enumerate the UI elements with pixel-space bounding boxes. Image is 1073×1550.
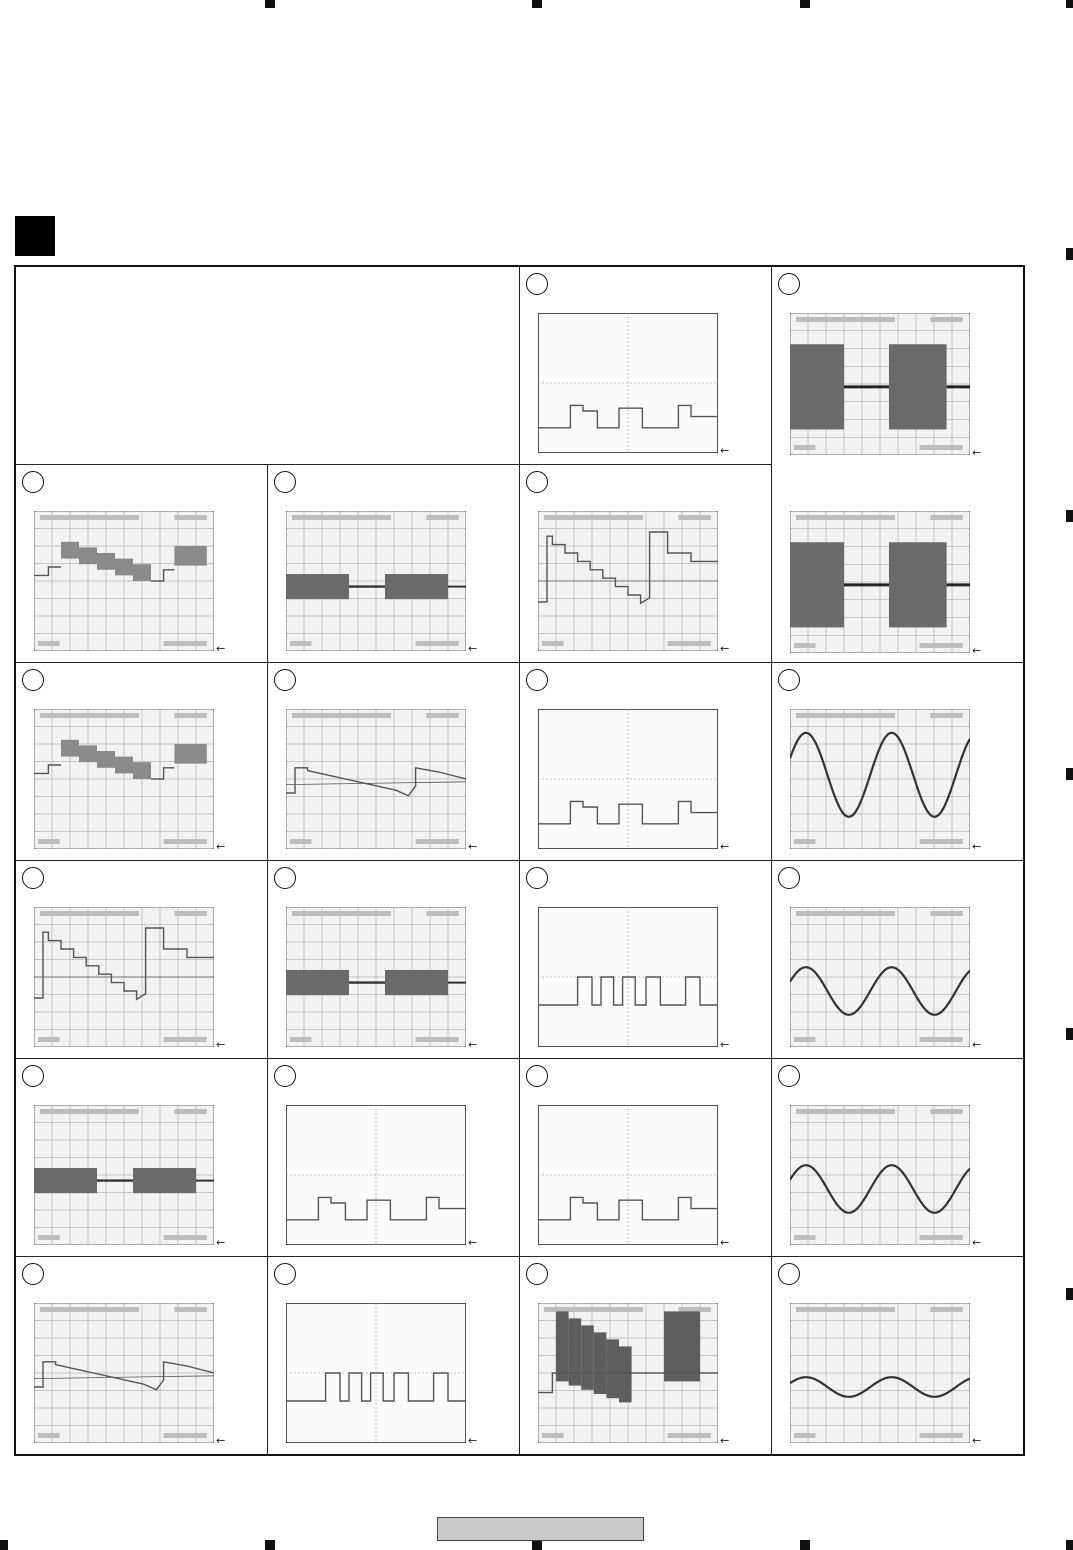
registration-mark: [1066, 1540, 1073, 1550]
oscilloscope-screen: [286, 511, 466, 651]
scope-footer-readout: [920, 445, 963, 450]
registration-mark: [1066, 0, 1073, 8]
ground-level-arrow-icon: ←: [972, 1038, 982, 1051]
waveform-panel: [520, 861, 772, 1059]
registration-mark: [1066, 768, 1073, 780]
scope-header-readout: [174, 1109, 206, 1114]
scope-header-readout: [40, 1109, 139, 1114]
panel-number-circle: [778, 273, 800, 295]
panel-number-circle: [526, 471, 548, 493]
scope-header-readout: [796, 1109, 895, 1114]
registration-mark: [1066, 1288, 1073, 1300]
scope-header-readout: [678, 515, 710, 520]
scope-footer-readout: [668, 1433, 711, 1438]
scope-header-readout: [40, 911, 139, 916]
waveform-panel: [16, 267, 520, 465]
scope-footer-readout: [794, 1037, 816, 1042]
waveform-band: [61, 542, 79, 559]
registration-mark: [265, 0, 275, 8]
scope-header-readout: [174, 911, 206, 916]
waveform-band: [569, 1318, 582, 1385]
oscilloscope-screen: [34, 907, 214, 1047]
waveform-band: [286, 970, 349, 995]
waveform-panel: [520, 1059, 772, 1257]
scope-header-readout: [930, 911, 962, 916]
waveform-panel: [16, 465, 268, 663]
scope-footer-readout: [794, 1235, 816, 1240]
panel-number-circle: [22, 867, 44, 889]
panel-number-circle: [778, 669, 800, 691]
registration-mark: [800, 1540, 810, 1550]
scope-header-readout: [930, 317, 962, 322]
oscilloscope-screen: [538, 313, 718, 453]
oscilloscope-screen: [538, 1303, 718, 1443]
scope-footer-readout: [164, 641, 207, 646]
oscilloscope-screen: [538, 511, 718, 651]
registration-mark: [0, 1540, 8, 1550]
waveform-band: [115, 757, 133, 774]
scope-footer-readout: [164, 1433, 207, 1438]
waveform-band: [606, 1339, 619, 1398]
scope-header-readout: [796, 515, 895, 520]
ground-level-arrow-icon: ←: [972, 1236, 982, 1249]
panel-number-circle: [778, 867, 800, 889]
scope-header-readout: [796, 713, 895, 718]
scope-header-readout: [544, 1307, 643, 1312]
waveform-panel: [268, 1257, 520, 1454]
waveform-band: [286, 574, 349, 599]
scope-header-readout: [292, 713, 391, 718]
ground-level-arrow-icon: ←: [216, 642, 226, 655]
ground-level-arrow-icon: ←: [216, 1038, 226, 1051]
waveform-band: [174, 744, 206, 764]
waveform-panel: [520, 465, 772, 663]
scope-footer-readout: [668, 641, 711, 646]
waveform-band: [115, 559, 133, 576]
waveform-panel: [16, 861, 268, 1059]
scope-header-readout: [678, 1307, 710, 1312]
ground-level-arrow-icon: ←: [720, 444, 730, 457]
panel-number-circle: [526, 1263, 548, 1285]
panel-number-circle: [22, 471, 44, 493]
scope-footer-readout: [794, 445, 816, 450]
panel-number-circle: [778, 1263, 800, 1285]
scope-header-readout: [930, 1307, 962, 1312]
scope-footer-readout: [164, 1235, 207, 1240]
scope-header-readout: [426, 515, 458, 520]
registration-mark: [532, 1540, 542, 1550]
waveform-band: [664, 1311, 700, 1381]
scope-header-readout: [40, 1307, 139, 1312]
registration-mark: [800, 0, 810, 8]
scope-footer-readout: [794, 839, 816, 844]
waveform-band: [889, 542, 947, 627]
ground-level-arrow-icon: ←: [468, 1236, 478, 1249]
oscilloscope-screen: [790, 313, 970, 455]
waveform-band: [174, 546, 206, 566]
oscilloscope-screen: [538, 907, 718, 1047]
scope-footer-readout: [38, 1433, 60, 1438]
scope-footer-readout: [164, 1037, 207, 1042]
scope-header-readout: [174, 1307, 206, 1312]
scope-footer-readout: [542, 1433, 564, 1438]
ground-level-arrow-icon: ←: [468, 1038, 478, 1051]
oscilloscope-screen: [34, 709, 214, 849]
oscilloscope-screen: [790, 1303, 970, 1443]
panel-number-circle: [778, 1065, 800, 1087]
waveform-band: [79, 547, 97, 564]
waveform-panel: [772, 1257, 1023, 1454]
registration-mark: [1066, 248, 1073, 260]
waveform-panel: [520, 1257, 772, 1454]
ground-level-arrow-icon: ←: [972, 644, 982, 657]
scope-footer-readout: [920, 1037, 963, 1042]
scope-header-readout: [174, 515, 206, 520]
scope-header-readout: [544, 515, 643, 520]
oscilloscope-screen: [790, 709, 970, 849]
scope-footer-readout: [290, 1037, 312, 1042]
ground-level-arrow-icon: ←: [972, 1434, 982, 1447]
ground-level-arrow-icon: ←: [972, 446, 982, 459]
scope-footer-readout: [416, 1037, 459, 1042]
panel-number-circle: [526, 1065, 548, 1087]
panel-number-circle: [274, 669, 296, 691]
waveform-panel: [268, 861, 520, 1059]
oscilloscope-screen: [538, 1105, 718, 1245]
ground-level-arrow-icon: ←: [216, 1434, 226, 1447]
ground-level-arrow-icon: ←: [720, 1236, 730, 1249]
scope-footer-readout: [416, 839, 459, 844]
scope-footer-readout: [794, 643, 816, 648]
ground-level-arrow-icon: ←: [720, 642, 730, 655]
scope-footer-readout: [920, 643, 963, 648]
scope-footer-readout: [920, 1433, 963, 1438]
scope-footer-readout: [38, 1235, 60, 1240]
ground-level-arrow-icon: ←: [468, 642, 478, 655]
ground-level-arrow-icon: ←: [216, 840, 226, 853]
oscilloscope-screen: [286, 1105, 466, 1245]
scope-header-readout: [40, 713, 139, 718]
ground-level-arrow-icon: ←: [468, 840, 478, 853]
panel-number-circle: [526, 273, 548, 295]
waveform-panel: [268, 465, 520, 663]
oscilloscope-screen: [286, 1303, 466, 1443]
panel-number-circle: [526, 867, 548, 889]
waveform-band: [594, 1332, 607, 1394]
waveform-panel: [772, 1059, 1023, 1257]
scope-footer-readout: [794, 1433, 816, 1438]
scope-header-readout: [930, 713, 962, 718]
ground-level-arrow-icon: ←: [720, 1038, 730, 1051]
oscilloscope-screen: [790, 511, 970, 653]
oscilloscope-screen: [286, 907, 466, 1047]
scope-header-readout: [796, 1307, 895, 1312]
registration-mark: [1066, 1028, 1073, 1040]
oscilloscope-screen: [34, 1105, 214, 1245]
waveform-band: [79, 745, 97, 762]
waveform-band: [556, 1311, 569, 1381]
ground-level-arrow-icon: ←: [972, 840, 982, 853]
oscilloscope-screen: [34, 511, 214, 651]
scope-footer-readout: [290, 641, 312, 646]
scope-footer-readout: [542, 641, 564, 646]
panel-number-circle: [22, 1263, 44, 1285]
waveform-band: [889, 344, 947, 429]
waveform-panel: [772, 663, 1023, 861]
waveform-panel: [520, 663, 772, 861]
oscilloscope-screen: [34, 1303, 214, 1443]
waveform-band: [61, 740, 79, 757]
panel-number-circle: [22, 1065, 44, 1087]
waveform-panel: [772, 267, 1023, 663]
scope-header-readout: [292, 515, 391, 520]
oscilloscope-screen: [538, 709, 718, 849]
waveform-panel: [772, 861, 1023, 1059]
waveform-band: [385, 574, 448, 599]
ground-level-arrow-icon: ←: [720, 840, 730, 853]
ground-level-arrow-icon: ←: [468, 1434, 478, 1447]
waveform-panel: [16, 1257, 268, 1454]
panel-number-circle: [274, 867, 296, 889]
scope-header-readout: [40, 515, 139, 520]
page-number-box: [437, 1517, 644, 1541]
section-marker: [15, 216, 55, 256]
scope-header-readout: [796, 317, 895, 322]
scope-header-readout: [796, 911, 895, 916]
scope-footer-readout: [164, 839, 207, 844]
scope-header-readout: [930, 1109, 962, 1114]
scope-header-readout: [426, 911, 458, 916]
registration-mark: [532, 0, 542, 8]
scope-footer-readout: [416, 641, 459, 646]
waveform-panel: [268, 663, 520, 861]
oscilloscope-screen: [286, 709, 466, 849]
scope-footer-readout: [38, 1037, 60, 1042]
ground-level-arrow-icon: ←: [720, 1434, 730, 1447]
waveform-band: [34, 1168, 97, 1193]
scope-header-readout: [426, 713, 458, 718]
panel-number-circle: [526, 669, 548, 691]
scope-footer-readout: [38, 641, 60, 646]
waveform-panel: [16, 1059, 268, 1257]
waveform-band: [790, 344, 844, 429]
panel-number-circle: [274, 471, 296, 493]
scope-footer-readout: [38, 839, 60, 844]
waveform-panel: [16, 663, 268, 861]
waveform-band: [385, 970, 448, 995]
waveform-band: [619, 1346, 632, 1402]
waveform-band: [133, 1168, 196, 1193]
waveform-band: [790, 542, 844, 627]
oscilloscope-screen: [790, 907, 970, 1047]
waveform-panel: [268, 1059, 520, 1257]
registration-mark: [1066, 510, 1073, 522]
scope-footer-readout: [920, 1235, 963, 1240]
scope-footer-readout: [290, 839, 312, 844]
ground-level-arrow-icon: ←: [216, 1236, 226, 1249]
panel-number-circle: [274, 1065, 296, 1087]
waveform-band: [97, 751, 115, 768]
scope-header-readout: [174, 713, 206, 718]
panel-number-circle: [22, 669, 44, 691]
waveform-band: [133, 564, 151, 581]
panel-number-circle: [274, 1263, 296, 1285]
scope-header-readout: [930, 515, 962, 520]
scope-footer-readout: [920, 839, 963, 844]
waveform-band: [581, 1325, 594, 1389]
waveform-band: [97, 553, 115, 570]
registration-mark: [265, 1540, 275, 1550]
scope-header-readout: [292, 911, 391, 916]
waveform-panel: [520, 267, 772, 465]
oscilloscope-screen: [790, 1105, 970, 1245]
waveform-band: [133, 762, 151, 779]
